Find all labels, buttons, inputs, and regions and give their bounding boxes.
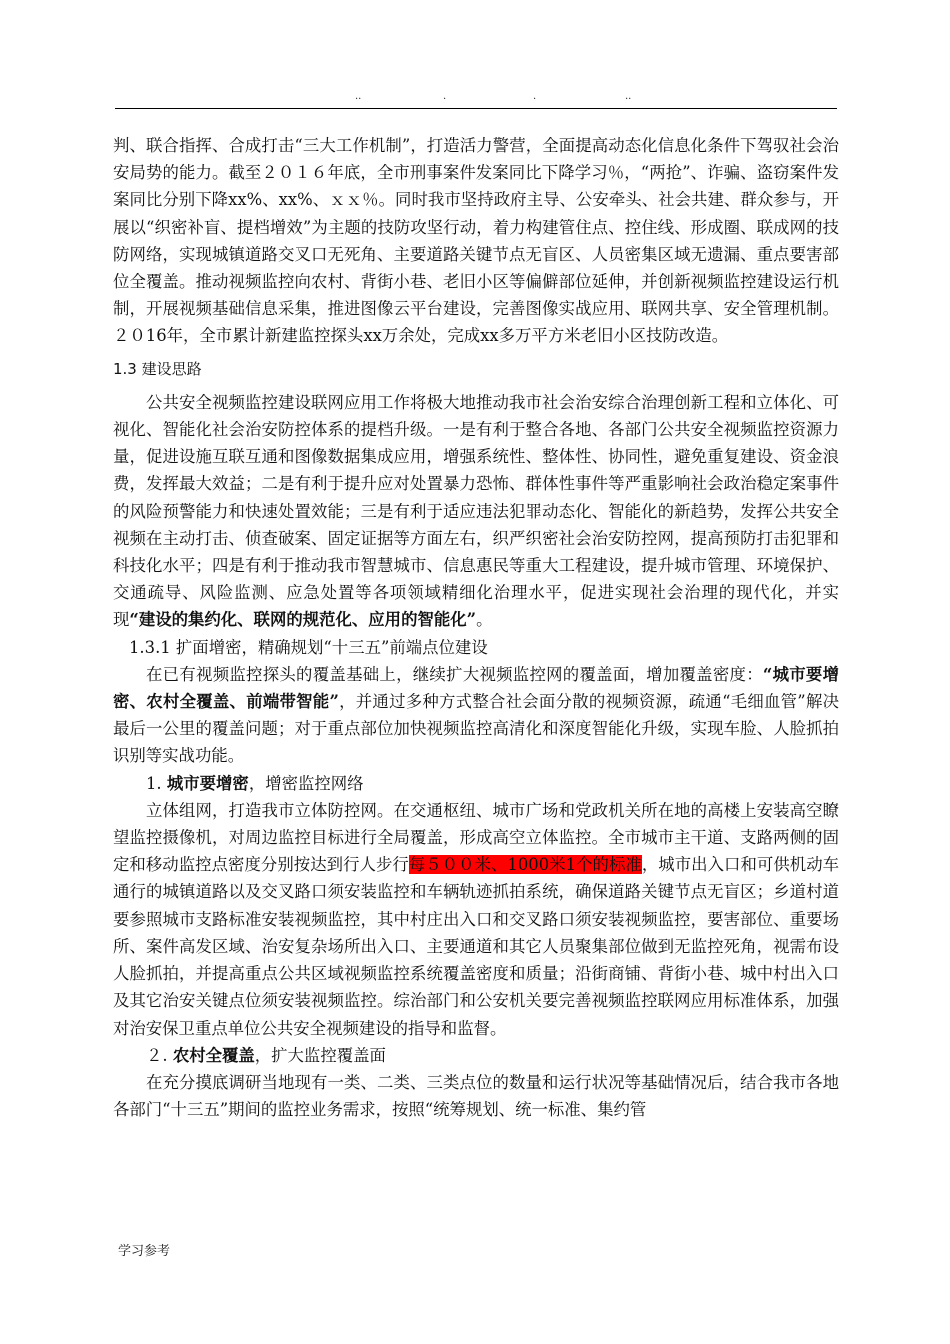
item-number: 1. <box>146 773 167 793</box>
header-dot: . <box>533 91 537 102</box>
list-item-heading <box>113 1042 839 1069</box>
header-dot: .. <box>625 91 632 102</box>
item-subtitle: ，扩大监控覆盖面 <box>254 1045 386 1065</box>
paragraph <box>113 389 839 634</box>
paragraph-text: ，城市出入口和可供机动车通行的城镇道路以及交叉路口须安装监控和车辆轨迹抓拍系统，确保道路关键节点无盲区；乡道村道要参照城市支路标准安装视频监控，其中村庄出入口和交叉路口须安装视频监控，要害部位、重要场所、案件高发区域、治安复杂场所出入口、主要通道和其它人员聚集部位做到无监控死角，视需布设人脸抓拍，并提高重点公共区域视频监控系统覆盖密度和质量；沿街商铺、背街小巷、城中村出入口及其它治安关键点位须安装视频监控。综治部门和公安机关要完善视频监控联网应用标准体系，加强对治安保卫重点单位公共安全视频建设的指导和监督。 <box>113 855 840 1038</box>
item-title: 农村全覆盖 <box>172 1045 255 1065</box>
highlighted-text: 每５００米、1000米1个的标准 <box>408 855 642 875</box>
subsection-heading: 1.3.1 扩面增密，精确规划“十三五”前端点位建设 <box>129 637 488 657</box>
document-body <box>113 132 839 1123</box>
paragraph-text: ，并通过多种方式整合社会面分散的视频资源，疏通“毛细血管”解决最后一公里的覆盖问题；对于重点部位加快视频监控高清化和深度智能化升级，实现车脸、人脸抓拍识别等实战功能。 <box>113 692 839 766</box>
paragraph <box>113 797 839 1042</box>
page-footer: 学习参考 <box>118 1244 171 1259</box>
item-number: ２. <box>146 1045 173 1065</box>
paragraph <box>113 661 839 770</box>
header-dot: . <box>443 91 447 102</box>
bold-phrase: “城市要增密、农村全覆盖、前端带智能” <box>113 664 839 712</box>
item-subtitle: ，增密监控网络 <box>248 773 364 793</box>
paragraph-text: 立体组网，打造我市立体防控网。在交通枢纽、城市广场和党政机关所在地的高楼上安装高空瞭望监控摄像机，对周边监控目标进行全局覆盖，形成高空立体监控。全市城市主干道、支路两侧的固定和移动监控点密度分别按达到行人步行 <box>113 800 839 875</box>
header-rule <box>115 108 837 109</box>
list-item-heading <box>113 770 839 797</box>
paragraph: 在充分摸底调研当地现有一类、二类、三类点位的数量和运行状况等基础情况后，结合我市各地各部门“十三五”期间的监控业务需求，按照“统筹规划、统一标准、集约管 <box>113 1072 839 1120</box>
item-title: 城市要增密 <box>166 773 249 793</box>
page-header-dots <box>115 92 835 106</box>
bold-phrase: “建设的集约化、联网的规范化、应用的智能化” <box>129 610 477 630</box>
paragraph: 判、联合指挥、合成打击“三大工作机制”，打造活力警营，全面提高动态化信息化条件下驾驭社会治安局势的能力。截至２０１６年底，全市刑事案件发案同比下降学习％，“两抢”、诈骗、盗窃案件发案同比分别下降xx%、xx%、ｘｘ％。同时我市坚持政府主导、公安牵头、社会共建、群众参与，开展以“织密补盲、提档增效”为主题的技防攻坚行动，着力构建管住点、控住线、形成圈、联成网的技防网络，实现城镇道路交叉口无死角、主要道路关键节点无盲区、人员密集区域无遗漏、重点要害部位全覆盖。推动视频监控向农村、背街小巷、老旧小区等偏僻部位延伸，并创新视频监控建设运行机制，开展视频基础信息采集，推进图像云平台建设，完善图像实战应用、联网共享、安全管理机制。２０16年，全市累计新建监控探头xx万余处，完成xx多万平方米老旧小区技防改造。 <box>113 136 839 346</box>
header-dot: .. <box>355 91 362 102</box>
paragraph-text: 在已有视频监控探头的覆盖基础上，继续扩大视频监控网的覆盖面，增加覆盖密度： <box>146 664 763 684</box>
paragraph-text: 。 <box>476 610 493 630</box>
section-heading: 1.3 建设思路 <box>113 359 202 378</box>
paragraph-text: 公共安全视频监控建设联网应用工作将极大地推动我市社会治安综合治理创新工程和立体化、可视化、智能化社会治安防控体系的提档升级。一是有利于整合各地、各部门公共安全视频监控资源力量，促进设施互联互通和图像数据集成应用，增强系统性、整体性、协同性，避免重复建设、资金浪费，发挥最大效益；二是有利于提升应对处置暴力恐怖、群体性事件等严重影响社会政治稳定案事件的风险预警能力和快速处置效能；三是有利于适应违法犯罪动态化、智能化的新趋势，发挥公共安全视频在主动打击、侦查破案、固定证据等方面左右，织严织密社会治安防控网，提高预防打击犯罪和科技化水平；四是有利于推动我市智慧城市、信息惠民等重大工程建设，提升城市管理、环境保护、交通疏导、风险监测、应急处置等各项领域精细化治理水平，促进实现社会治理的现代化，并实现 <box>113 392 839 630</box>
